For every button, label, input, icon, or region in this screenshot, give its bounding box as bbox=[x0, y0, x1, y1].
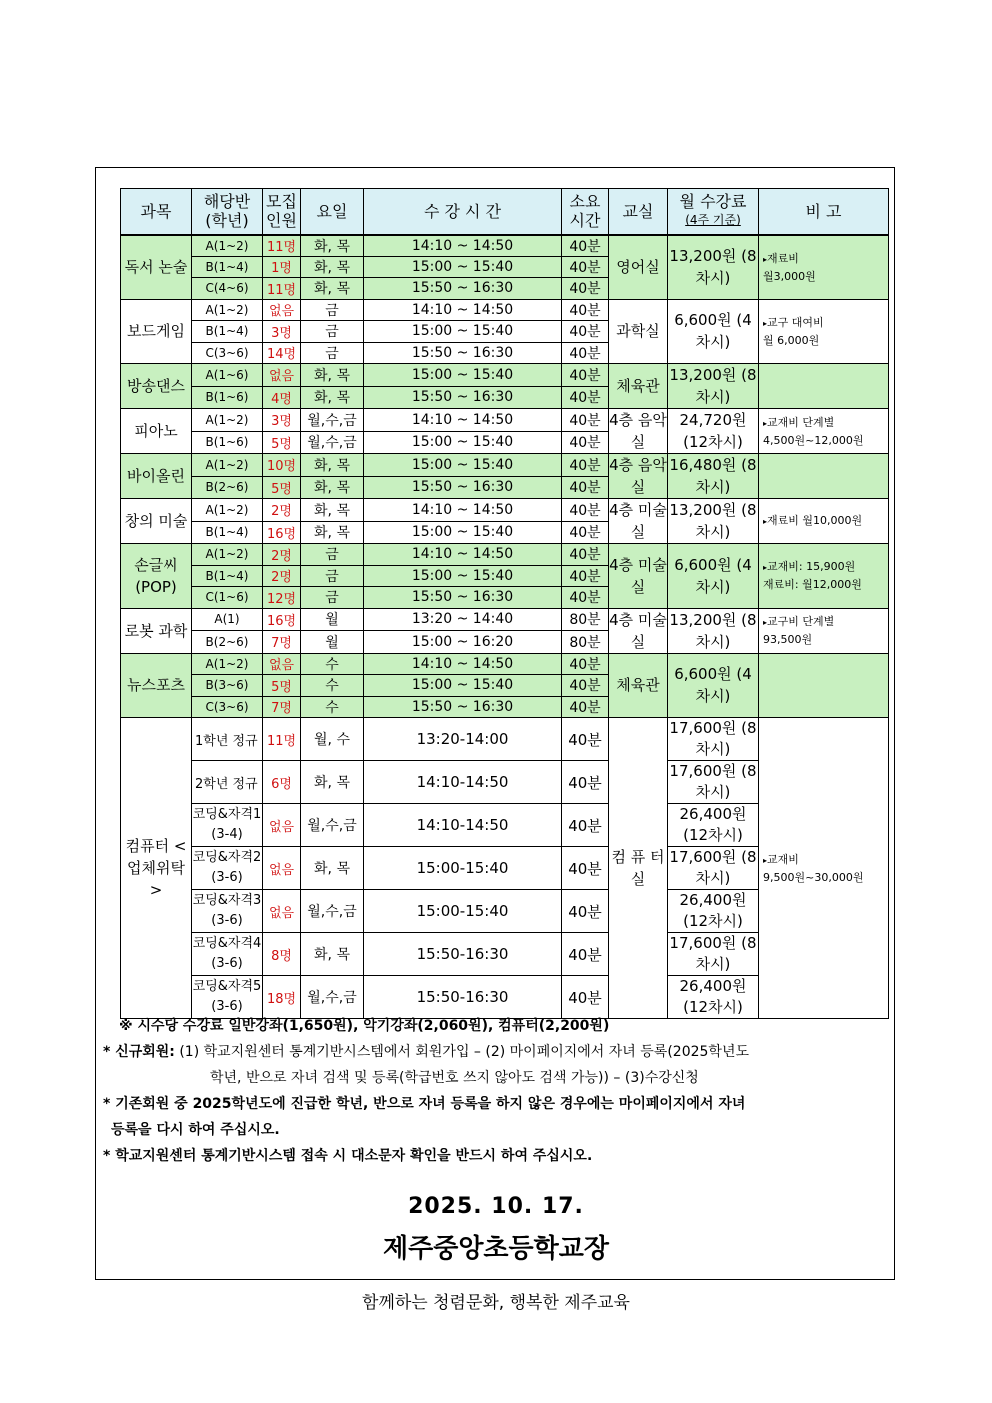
note-cell bbox=[759, 409, 889, 454]
duration-cell: 40분 bbox=[562, 364, 609, 387]
day-cell: 금 bbox=[301, 321, 364, 343]
duration-cell: 40분 bbox=[562, 386, 609, 409]
duration-cell: 40분 bbox=[562, 653, 609, 675]
fee-cell: 17,600원 (8차시) bbox=[668, 718, 759, 761]
room-cell: 4층 음악실 bbox=[609, 454, 668, 499]
day-cell: 화, 목 bbox=[301, 847, 364, 890]
recruit-count: 11명 bbox=[263, 235, 301, 257]
class-cell: A(1~2) bbox=[192, 299, 263, 321]
recruit-count: 3명 bbox=[263, 409, 301, 432]
room-cell: 4층 음악실 bbox=[609, 409, 668, 454]
day-cell: 금 bbox=[301, 565, 364, 587]
recruit-count: 5명 bbox=[263, 476, 301, 499]
header-recruit: 모집 인원 bbox=[263, 189, 301, 235]
duration-cell: 40분 bbox=[562, 718, 609, 761]
duration-cell: 40분 bbox=[562, 476, 609, 499]
subject-cell: 창의 미술 bbox=[121, 499, 192, 544]
duration-cell: 40분 bbox=[562, 342, 609, 364]
note-cell bbox=[759, 454, 889, 499]
duration-cell: 40분 bbox=[562, 454, 609, 477]
note-line: ▸재료비 월10,000원 bbox=[763, 514, 863, 527]
duration-cell: 40분 bbox=[562, 675, 609, 697]
fee-cell: 13,200원 (8차시) bbox=[668, 364, 759, 409]
time-cell: 14:10 ~ 14:50 bbox=[364, 299, 562, 321]
time-cell: 15:00 ~ 15:40 bbox=[364, 675, 562, 697]
recruit-count: 없음 bbox=[263, 299, 301, 321]
fee-cell: 17,600원 (8차시) bbox=[668, 847, 759, 890]
header-note: 비 고 bbox=[759, 189, 889, 235]
day-cell: 금 bbox=[301, 587, 364, 609]
duration-cell: 40분 bbox=[562, 696, 609, 718]
new-member-note-cont: 학년, 반으로 자녀 검색 및 등록(학급번호 쓰지 않아도 검색 가능)) – (3)수강신청 bbox=[210, 1070, 699, 1086]
subject-cell: 방송댄스 bbox=[121, 364, 192, 409]
fee-cell: 13,200원 (8차시) bbox=[668, 235, 759, 300]
note-line: ▸교구비 단계별 bbox=[763, 615, 835, 628]
day-cell: 화, 목 bbox=[301, 386, 364, 409]
recruit-count: 11명 bbox=[263, 278, 301, 300]
time-cell: 15:50 ~ 16:30 bbox=[364, 278, 562, 300]
duration-cell: 40분 bbox=[562, 521, 609, 544]
day-cell: 수 bbox=[301, 675, 364, 697]
recruit-count: 7명 bbox=[263, 696, 301, 718]
recruit-count: 없음 bbox=[263, 653, 301, 675]
class-cell: B(2~6) bbox=[192, 476, 263, 499]
recruit-count: 11명 bbox=[263, 718, 301, 761]
day-cell: 화, 목 bbox=[301, 256, 364, 278]
header-duration: 소요 시간 bbox=[562, 189, 609, 235]
time-cell: 15:50 ~ 16:30 bbox=[364, 342, 562, 364]
subject-cell: 피아노 bbox=[121, 409, 192, 454]
note-line: 9,500원~30,000원 bbox=[763, 870, 864, 884]
time-cell: 15:00-15:40 bbox=[364, 847, 562, 890]
time-cell: 14:10-14:50 bbox=[364, 804, 562, 847]
duration-cell: 40분 bbox=[562, 544, 609, 566]
fee-cell: 17,600원 (8차시) bbox=[668, 761, 759, 804]
time-cell: 13:20-14:00 bbox=[364, 718, 562, 761]
subject-cell: 보드게임 bbox=[121, 299, 192, 364]
recruit-count: 7명 bbox=[263, 631, 301, 654]
day-cell: 월,수,금 bbox=[301, 890, 364, 933]
note-cell bbox=[759, 608, 889, 653]
header-fee: 월 수강료 (4주 기준) bbox=[668, 189, 759, 235]
duration-cell: 40분 bbox=[562, 761, 609, 804]
day-cell: 화, 목 bbox=[301, 933, 364, 976]
class-cell: C(3~6) bbox=[192, 696, 263, 718]
note-line: 월 6,000원 bbox=[763, 333, 820, 347]
class-cell: A(1~2) bbox=[192, 544, 263, 566]
case-caution-note: * 학교지원센터 통계기반시스템 접속 시 대소문자 확인을 반드시 하여 주십시오. bbox=[103, 1148, 593, 1164]
time-cell: 15:50-16:30 bbox=[364, 933, 562, 976]
note-cell bbox=[759, 544, 889, 609]
time-cell: 15:00 ~ 15:40 bbox=[364, 256, 562, 278]
class-cell: C(4~6) bbox=[192, 278, 263, 300]
table-header-row bbox=[121, 189, 889, 235]
recruit-count: 5명 bbox=[263, 431, 301, 454]
header-day: 요일 bbox=[301, 189, 364, 235]
class-cell: 코딩&자격1 (3-4) bbox=[192, 804, 263, 847]
note-line: ▸교구 대여비 bbox=[763, 315, 824, 329]
day-cell: 화, 목 bbox=[301, 235, 364, 257]
room-cell: 컴 퓨 터 실 bbox=[609, 718, 668, 1019]
table-row bbox=[121, 235, 889, 257]
school-principal: 제주중앙초등학교장 bbox=[382, 1234, 610, 1264]
class-cell: 코딩&자격2 (3-6) bbox=[192, 847, 263, 890]
recruit-count: 10명 bbox=[263, 454, 301, 477]
class-cell: B(1~6) bbox=[192, 386, 263, 409]
room-cell: 4층 미술실 bbox=[609, 544, 668, 609]
duration-cell: 40분 bbox=[562, 933, 609, 976]
bullet-icon: ▸ bbox=[763, 855, 768, 865]
table-row bbox=[121, 544, 889, 566]
recruit-count: 18명 bbox=[263, 976, 301, 1019]
class-cell: 코딩&자격4 (3-6) bbox=[192, 933, 263, 976]
time-cell: 15:00 ~ 15:40 bbox=[364, 364, 562, 387]
recruit-count: 16명 bbox=[263, 521, 301, 544]
table-row bbox=[121, 299, 889, 321]
class-cell: C(3~6) bbox=[192, 342, 263, 364]
note-line: ▸교재비 bbox=[763, 852, 799, 866]
fee-cell: 16,480원 (8차시) bbox=[668, 454, 759, 499]
recruit-count: 5명 bbox=[263, 675, 301, 697]
duration-cell: 40분 bbox=[562, 235, 609, 257]
note-line: ▸교재비 단계별 bbox=[763, 415, 835, 429]
room-cell: 과학실 bbox=[609, 299, 668, 364]
recruit-count: 없음 bbox=[263, 890, 301, 933]
time-cell: 15:00-15:40 bbox=[364, 890, 562, 933]
bullet-icon: ▸ bbox=[763, 563, 768, 573]
day-cell: 화, 목 bbox=[301, 278, 364, 300]
class-cell: B(1~4) bbox=[192, 256, 263, 278]
recruit-count: 6명 bbox=[263, 761, 301, 804]
note-line: 4,500원~12,000원 bbox=[763, 433, 864, 447]
note-line: ▸재료비 bbox=[763, 251, 799, 265]
recruit-count: 3명 bbox=[263, 321, 301, 343]
room-cell: 영어실 bbox=[609, 235, 668, 300]
time-cell: 15:50 ~ 16:30 bbox=[364, 386, 562, 409]
duration-cell: 40분 bbox=[562, 409, 609, 432]
time-cell: 13:20 ~ 14:40 bbox=[364, 608, 562, 631]
class-cell: A(1~2) bbox=[192, 409, 263, 432]
fee-note: ※ 시수당 수강료 일반강좌(1,650원), 악기강좌(2,060원), 컴퓨터(2,200원) bbox=[119, 1018, 610, 1034]
day-cell: 월, 수 bbox=[301, 718, 364, 761]
subject-cell: 컴퓨터 <업체위탁> bbox=[121, 718, 192, 1019]
recruit-count: 없음 bbox=[263, 847, 301, 890]
existing-member-note-cont: 등록을 다시 하여 주십시오. bbox=[111, 1122, 280, 1138]
time-cell: 15:00 ~ 15:40 bbox=[364, 431, 562, 454]
note-cell bbox=[759, 718, 889, 1019]
time-cell: 15:00 ~ 15:40 bbox=[364, 565, 562, 587]
day-cell: 월,수,금 bbox=[301, 409, 364, 432]
day-cell: 화, 목 bbox=[301, 364, 364, 387]
note-line: 93,500원 bbox=[763, 633, 813, 646]
fee-cell: 6,600원 (4차시) bbox=[668, 653, 759, 718]
class-cell: 1학년 정규 bbox=[192, 718, 263, 761]
table-row bbox=[121, 653, 889, 675]
note-line: 월3,000원 bbox=[763, 269, 816, 283]
note-cell bbox=[759, 499, 889, 544]
bullet-icon: ▸ bbox=[763, 418, 768, 428]
duration-cell: 40분 bbox=[562, 976, 609, 1019]
class-cell: A(1~2) bbox=[192, 653, 263, 675]
class-cell: B(3~6) bbox=[192, 675, 263, 697]
table-row bbox=[121, 499, 889, 522]
room-cell: 4층 미술실 bbox=[609, 499, 668, 544]
recruit-count: 2명 bbox=[263, 544, 301, 566]
day-cell: 화, 목 bbox=[301, 476, 364, 499]
subject-cell: 로봇 과학 bbox=[121, 608, 192, 653]
time-cell: 14:10 ~ 14:50 bbox=[364, 235, 562, 257]
time-cell: 15:00 ~ 15:40 bbox=[364, 521, 562, 544]
class-cell: A(1~6) bbox=[192, 364, 263, 387]
fee-cell: 26,400원 (12차시) bbox=[668, 890, 759, 933]
class-cell: A(1) bbox=[192, 608, 263, 631]
note-line: 재료비: 월12,000원 bbox=[763, 578, 862, 592]
fee-cell: 26,400원 (12차시) bbox=[668, 804, 759, 847]
class-cell: B(1~6) bbox=[192, 431, 263, 454]
duration-cell: 40분 bbox=[562, 321, 609, 343]
time-cell: 15:50-16:30 bbox=[364, 976, 562, 1019]
day-cell: 화, 목 bbox=[301, 521, 364, 544]
room-cell: 체육관 bbox=[609, 653, 668, 718]
note-cell bbox=[759, 364, 889, 409]
day-cell: 월,수,금 bbox=[301, 431, 364, 454]
note-cell bbox=[759, 235, 889, 300]
day-cell: 화, 목 bbox=[301, 761, 364, 804]
header-time: 수 강 시 간 bbox=[364, 189, 562, 235]
fee-cell: 17,600원 (8차시) bbox=[668, 933, 759, 976]
fee-cell: 26,400원 (12차시) bbox=[668, 976, 759, 1019]
time-cell: 15:00 ~ 16:20 bbox=[364, 631, 562, 654]
day-cell: 월 bbox=[301, 631, 364, 654]
note-cell bbox=[759, 299, 889, 364]
fee-cell: 6,600원 (4차시) bbox=[668, 299, 759, 364]
class-cell: B(2~6) bbox=[192, 631, 263, 654]
day-cell: 월,수,금 bbox=[301, 804, 364, 847]
class-cell: C(1~6) bbox=[192, 587, 263, 609]
recruit-count: 8명 bbox=[263, 933, 301, 976]
time-cell: 14:10 ~ 14:50 bbox=[364, 653, 562, 675]
header-subject: 과목 bbox=[121, 189, 192, 235]
day-cell: 월,수,금 bbox=[301, 976, 364, 1019]
bullet-icon: ▸ bbox=[763, 618, 768, 627]
day-cell: 수 bbox=[301, 653, 364, 675]
duration-cell: 40분 bbox=[562, 299, 609, 321]
class-cell: 코딩&자격5 (3-6) bbox=[192, 976, 263, 1019]
subject-cell: 손글씨 (POP) bbox=[121, 544, 192, 609]
duration-cell: 80분 bbox=[562, 608, 609, 631]
subject-cell: 바이올린 bbox=[121, 454, 192, 499]
schedule-table bbox=[120, 188, 889, 1019]
time-cell: 14:10 ~ 14:50 bbox=[364, 544, 562, 566]
time-cell: 15:50 ~ 16:30 bbox=[364, 587, 562, 609]
fee-cell: 24,720원 (12차시) bbox=[668, 409, 759, 454]
notes-section bbox=[103, 1013, 883, 1169]
footer-slogan: 함께하는 청렴문화, 행복한 제주교육 bbox=[362, 1293, 630, 1313]
room-cell: 체육관 bbox=[609, 364, 668, 409]
duration-cell: 80분 bbox=[562, 631, 609, 654]
day-cell: 금 bbox=[301, 299, 364, 321]
new-member-note: * 신규회원: (1) 학교지원센터 통계기반시스템에서 회원가입 – (2) 마이페이지에서 자녀 등록(2025학년도 bbox=[103, 1044, 749, 1060]
duration-cell: 40분 bbox=[562, 431, 609, 454]
day-cell: 월 bbox=[301, 608, 364, 631]
note-cell bbox=[759, 653, 889, 718]
header-class: 해당반 (학년) bbox=[192, 189, 263, 235]
day-cell: 금 bbox=[301, 342, 364, 364]
recruit-count: 4명 bbox=[263, 386, 301, 409]
table-row bbox=[121, 608, 889, 631]
duration-cell: 40분 bbox=[562, 847, 609, 890]
duration-cell: 40분 bbox=[562, 890, 609, 933]
fee-cell: 13,200원 (8차시) bbox=[668, 608, 759, 653]
class-cell: 코딩&자격3 (3-6) bbox=[192, 890, 263, 933]
subject-cell: 뉴스포츠 bbox=[121, 653, 192, 718]
recruit-count: 없음 bbox=[263, 364, 301, 387]
bullet-icon: ▸ bbox=[763, 254, 768, 264]
time-cell: 14:10-14:50 bbox=[364, 761, 562, 804]
class-cell: B(1~4) bbox=[192, 565, 263, 587]
duration-cell: 40분 bbox=[562, 256, 609, 278]
fee-cell: 13,200원 (8차시) bbox=[668, 499, 759, 544]
class-cell: A(1~2) bbox=[192, 499, 263, 522]
class-cell: A(1~2) bbox=[192, 454, 263, 477]
day-cell: 금 bbox=[301, 544, 364, 566]
fee-cell: 6,600원 (4차시) bbox=[668, 544, 759, 609]
duration-cell: 40분 bbox=[562, 804, 609, 847]
class-cell: B(1~4) bbox=[192, 521, 263, 544]
existing-member-note: * 기존회원 중 2025학년도에 진급한 학년, 반으로 자녀 등록을 하지 않은 경우에는 마이페이지에서 자녀 bbox=[103, 1096, 746, 1112]
class-cell: A(1~2) bbox=[192, 235, 263, 257]
time-cell: 14:10 ~ 14:50 bbox=[364, 499, 562, 522]
subject-cell: 독서 논술 bbox=[121, 235, 192, 300]
room-cell: 4층 미술실 bbox=[609, 608, 668, 653]
table-row bbox=[121, 718, 889, 761]
time-cell: 15:50 ~ 16:30 bbox=[364, 476, 562, 499]
day-cell: 화, 목 bbox=[301, 454, 364, 477]
duration-cell: 40분 bbox=[562, 499, 609, 522]
table-row bbox=[121, 454, 889, 477]
time-cell: 14:10 ~ 14:50 bbox=[364, 409, 562, 432]
bullet-icon: ▸ bbox=[763, 318, 768, 328]
duration-cell: 40분 bbox=[562, 565, 609, 587]
recruit-count: 2명 bbox=[263, 499, 301, 522]
duration-cell: 40분 bbox=[562, 278, 609, 300]
day-cell: 수 bbox=[301, 696, 364, 718]
header-room: 교실 bbox=[609, 189, 668, 235]
table-row bbox=[121, 409, 889, 432]
time-cell: 15:00 ~ 15:40 bbox=[364, 321, 562, 343]
day-cell: 화, 목 bbox=[301, 499, 364, 522]
recruit-count: 16명 bbox=[263, 608, 301, 631]
note-line: ▸교재비: 15,900원 bbox=[763, 560, 856, 574]
time-cell: 15:50 ~ 16:30 bbox=[364, 696, 562, 718]
bullet-icon: ▸ bbox=[763, 517, 768, 526]
document-date: 2025. 10. 17. bbox=[408, 1194, 584, 1219]
time-cell: 15:00 ~ 15:40 bbox=[364, 454, 562, 477]
recruit-count: 없음 bbox=[263, 804, 301, 847]
recruit-count: 12명 bbox=[263, 587, 301, 609]
recruit-count: 1명 bbox=[263, 256, 301, 278]
duration-cell: 40분 bbox=[562, 587, 609, 609]
table-row bbox=[121, 364, 889, 387]
recruit-count: 14명 bbox=[263, 342, 301, 364]
class-cell: 2학년 정규 bbox=[192, 761, 263, 804]
class-cell: B(1~4) bbox=[192, 321, 263, 343]
recruit-count: 2명 bbox=[263, 565, 301, 587]
